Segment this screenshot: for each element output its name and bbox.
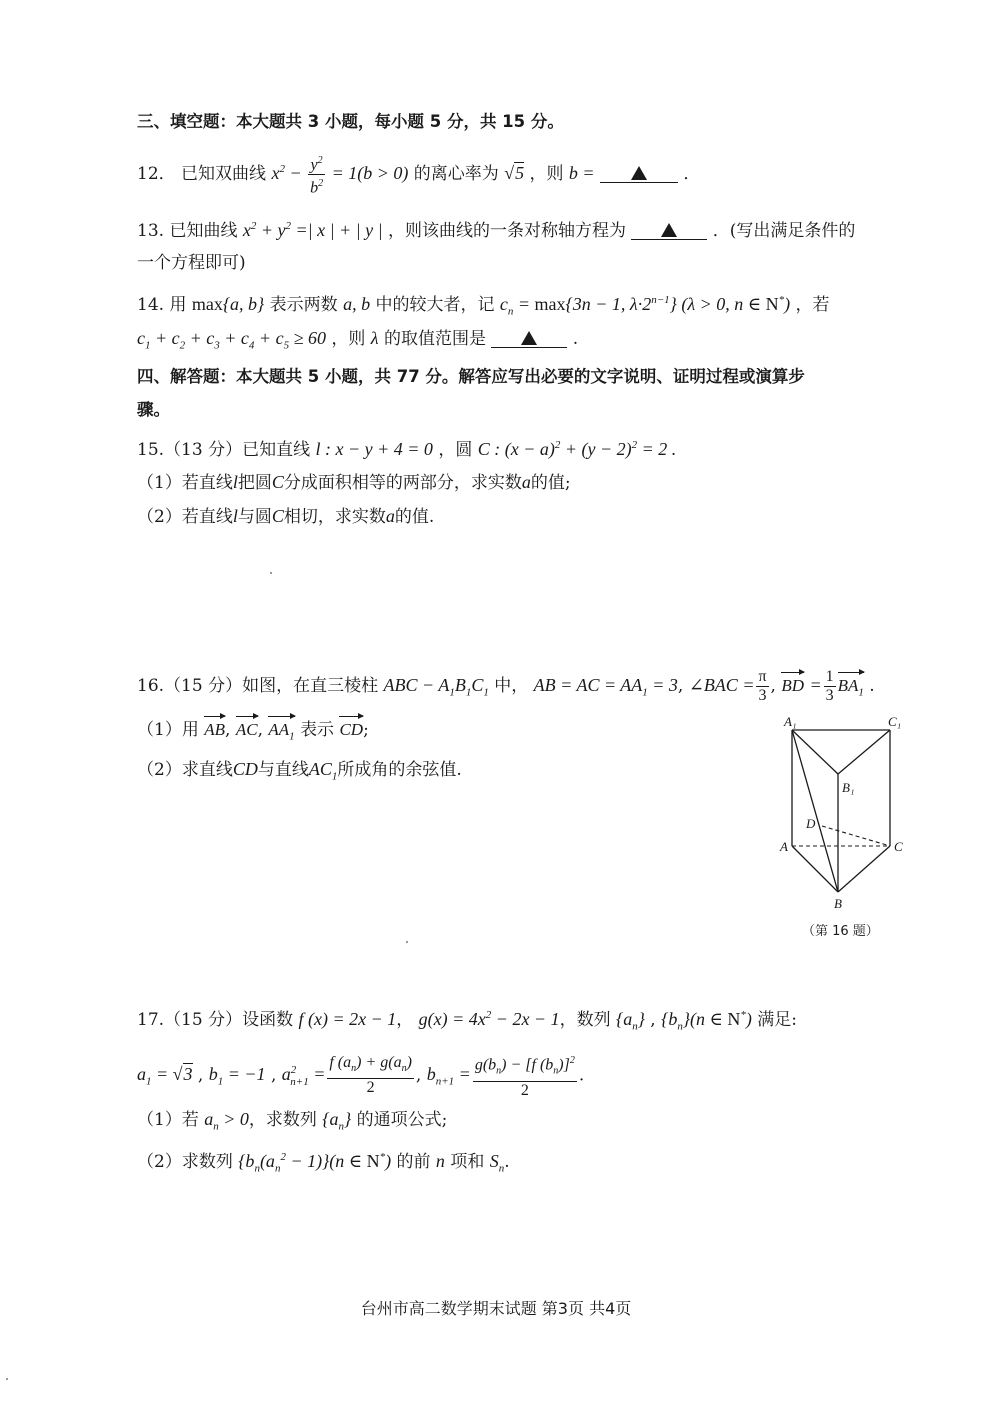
q17-part2-seq: $\{b_n(a_n^2 - 1)\}(n$ ∈ N*) xyxy=(238,1151,392,1175)
q15-part1-l: l xyxy=(232,472,238,492)
q17-part-1 xyxy=(137,1107,447,1139)
q16-one-third: $\frac{1}{3}$ xyxy=(825,668,834,704)
q16-vec-ab: AB xyxy=(204,718,225,742)
q17-part1-a: （1）若 xyxy=(137,1110,199,1130)
q12-text-c: ，则 xyxy=(529,163,564,184)
q15-part1-d: 的值; xyxy=(530,473,571,493)
q17-text-d: 满足: xyxy=(757,1010,797,1030)
q15-part-2 xyxy=(137,504,434,529)
q17-part2-a: （2）求数列 xyxy=(137,1152,233,1172)
q17-part2-b: 的前 xyxy=(396,1152,431,1172)
section-4-heading-line-1: 四、解答题：本大题共 5 小题，共 77 分。解答应写出必要的文字说明、证明过程或演算步 xyxy=(137,367,805,386)
q15-part2-d: 的值. xyxy=(394,507,435,527)
q16-part2-c: 所成角的余弦值. xyxy=(337,760,462,780)
q12-hyperbola-eq: $x^2$ − $\frac{y^2}{b^2}$ = 1(b > 0) xyxy=(271,163,408,183)
q16-vec-cd: CD xyxy=(339,718,363,742)
triangle-icon xyxy=(631,166,647,180)
q13-curve-eq: $x^2 + y^2$ =| x | + | y | xyxy=(242,220,383,240)
question-17: 17.（15 分）设函数 f (x) = 2x − 1， $g(x) = 4x^2 - 2x - 1$，数列 $\{a_n\}$ , $\{b_n\}(n$ ∈ N*) 满足: xyxy=(137,1009,797,1033)
q16-score: （15 分） xyxy=(164,676,243,696)
q17-text-a: 设函数 xyxy=(242,1010,294,1030)
q13-answer-blank[interactable] xyxy=(631,219,707,240)
q12-answer-blank[interactable] xyxy=(600,162,678,183)
q12-text-b: 的离心率为 xyxy=(413,163,499,184)
q16-prism: ABC − $A_1B_1C_1$ xyxy=(383,675,489,699)
figure-caption: （第 16 题） xyxy=(802,924,879,939)
q13-text-c: ．(写出满足条件的 xyxy=(712,221,856,241)
q12-b-eq: b = xyxy=(568,162,595,183)
q14-sum-ineq: $c_1 + c_2 + c_3 + c_4 + c_5 \ge 60$ xyxy=(137,328,326,352)
q16-ac1: $AC_1$ xyxy=(308,759,338,783)
question-14 xyxy=(137,288,830,324)
q15-part2-l: l xyxy=(232,506,238,526)
label-a: A xyxy=(780,839,788,854)
q14-lambda: λ xyxy=(370,328,379,348)
q13-number: 13. xyxy=(137,221,165,241)
q16-text-a: 如图，在直三棱柱 xyxy=(242,676,379,696)
q14-ab: a, b xyxy=(343,294,371,314)
q14-cn-def: $c_n = \max\{3n - 1$, $\lambda\cdot 2^{n-1}$} (λ > 0, n ∈ N*) xyxy=(499,294,791,318)
q17-f-def: f (x) = 2x − 1 xyxy=(298,1009,397,1029)
question-14-line-2 xyxy=(137,326,578,358)
q15-part2-c-text: 相切，求实数 xyxy=(283,507,386,527)
q15-line-eq: l : x − y + 4 = 0 xyxy=(315,439,433,459)
q16-part2-a: （2）求直线 xyxy=(137,760,233,780)
scan-speck xyxy=(406,941,408,943)
q17-part2-d: . xyxy=(504,1152,510,1172)
q17-an-positive: $a_n > 0$ xyxy=(204,1109,249,1133)
label-c: C xyxy=(894,839,903,854)
q14-max-ab: max{a, b} xyxy=(191,294,265,314)
q12-number: 12． xyxy=(137,163,176,184)
q15-part1-c: C xyxy=(271,472,284,492)
q16-vec-aa1: $AA_1$ xyxy=(268,718,294,748)
q17-number: 17. xyxy=(137,1010,165,1030)
q15-text-b: ，圆 xyxy=(438,440,473,460)
q17-n: n xyxy=(435,1151,445,1171)
q17-bn1-frac: $\frac{g(b_n) - [f (b_n)]^2}{2}$ xyxy=(473,1052,577,1100)
q15-part2-a-var: a xyxy=(385,506,395,526)
label-a1: A₁ xyxy=(784,714,797,729)
q17-text-c: ，数列 xyxy=(559,1010,611,1030)
q17-text-b: ， xyxy=(396,1010,414,1030)
question-16: 16.（15 分）如图，在直三棱柱 ABC − $A_1B_1C_1$ 中， AB = AC = $AA_1 = 3$, ∠BAC = $\frac{\pi}{3}$ , BD = $\frac{1}{3}$ $BA_1$ . xyxy=(137,668,875,704)
q12-sqrt5: √5 xyxy=(504,162,525,183)
q15-part1-c-text: 分成面积相等的两部分，求实数 xyxy=(283,473,522,493)
q17-recurrence: $a_1 = √3$ , $b_1 = -1$ , $a^2_{n+1}$ = $\frac{f (a_n) + g(a_n)}{2}$ , $b_{n+1}$ = $\frac{g(b_n) - [f (b_n)]^2}{2}$ . xyxy=(137,1052,584,1100)
q14-text-b: 表示两数 xyxy=(269,295,338,315)
q17-an1-frac: $\frac{f (a_n) + g(a_n)}{2}$ xyxy=(329,1054,412,1097)
q16-vec-ba1: $BA_1$ xyxy=(838,674,864,704)
q16-part-2 xyxy=(137,757,462,789)
q14-text-g: . xyxy=(572,329,579,349)
label-b: B xyxy=(834,896,842,911)
section-4-heading-line-2: 骤。 xyxy=(137,400,170,419)
q15-part1-b: 把圆 xyxy=(237,473,272,493)
q15-part-1 xyxy=(137,470,571,495)
q14-text-c: 中的较大者，记 xyxy=(375,295,495,315)
q15-part1-a: （1）若直线 xyxy=(137,473,233,493)
q17-part2-c: 项和 xyxy=(450,1152,485,1172)
scan-speck xyxy=(270,572,272,574)
scan-speck xyxy=(6,1378,8,1380)
q15-text-a: 已知直线 xyxy=(242,440,311,460)
q13-text-b: ，则该曲线的一条对称轴方程为 xyxy=(387,221,626,241)
q14-text-d: ，若 xyxy=(795,295,830,315)
q16-part1-a: （1）用 xyxy=(137,720,199,740)
q14-answer-blank[interactable] xyxy=(491,327,567,348)
q17-a1: $a_1 = √3$ xyxy=(137,1064,193,1088)
q15-part2-a: （2）若直线 xyxy=(137,507,233,527)
q17-part1-b: ，求数列 xyxy=(248,1110,317,1130)
q16-vec-ac: AC xyxy=(236,718,258,742)
q16-part-1: （1）用 AB, AC, $AA_1$ 表示 CD; xyxy=(137,718,369,748)
q17-g-def: $g(x) = 4x^2 - 2x - 1$ xyxy=(418,1009,560,1029)
q17-bn-seq: $\{b_n\}(n$ ∈ N*) xyxy=(661,1009,752,1033)
q16-text-b: 中， xyxy=(494,676,529,696)
q12-text-a: 已知双曲线 xyxy=(181,163,272,184)
q16-number: 16. xyxy=(137,676,165,696)
triangle-icon xyxy=(521,331,537,345)
q12-text-d: ． xyxy=(683,163,701,184)
section-3-heading: 三、填空题：本大题共 3 小题，每小题 5 分，共 15 分。 xyxy=(137,112,564,131)
q13-text-a: 已知曲线 xyxy=(169,221,243,241)
q17-bn1: $b_{n+1}$ = xyxy=(426,1064,471,1088)
q15-circle-eq: C : $(x - a)^2 + (y - 2)^2 = 2$ . xyxy=(477,439,677,459)
label-b1: B₁ xyxy=(842,780,855,795)
page-footer: 台州市高二数学期末试题 第3页 共4页 xyxy=(360,1299,632,1318)
q17-an-seq: $\{a_n\}$ xyxy=(616,1009,645,1033)
question-15 xyxy=(137,433,676,462)
q17-sn: $S_n$ xyxy=(489,1151,505,1175)
q16-part1-b: 表示 xyxy=(300,720,335,740)
q15-score: （13 分） xyxy=(164,440,243,460)
q14-number: 14. xyxy=(137,295,165,315)
q16-lengths: AB = AC = $AA_1 = 3$ xyxy=(533,675,678,699)
q16-part2-b: 与直线 xyxy=(257,760,309,780)
q16-cd: CD xyxy=(232,759,258,779)
label-d: D xyxy=(806,816,816,831)
q16-vec-bd: BD xyxy=(781,674,804,698)
triangle-icon xyxy=(661,223,677,237)
q13-line-2: 一个方程即可) xyxy=(137,253,246,273)
q17-b1: $b_1 = -1$ xyxy=(208,1064,266,1088)
q14-text-f: 的取值范围是 xyxy=(383,329,486,349)
label-c1: C₁ xyxy=(888,714,902,729)
q17-part-2 xyxy=(137,1145,510,1181)
question-12 xyxy=(137,152,700,198)
q14-text-a: 用 xyxy=(169,295,187,315)
q14-text-e: ，则 xyxy=(331,329,366,349)
q15-part1-a-var: a xyxy=(521,472,531,492)
q15-number: 15. xyxy=(137,440,165,460)
q17-score: （15 分） xyxy=(164,1010,243,1030)
prism-figure xyxy=(770,712,920,948)
q16-pi-over-3: $\frac{\pi}{3}$ xyxy=(758,668,767,704)
q15-part2-b: 与圆 xyxy=(237,507,272,527)
q17-part1-c: 的通项公式; xyxy=(356,1110,448,1130)
q16-angle: ∠BAC = xyxy=(688,675,755,695)
question-13 xyxy=(137,214,855,243)
q15-part2-c: C xyxy=(271,506,284,526)
q17-part1-seq: $\{a_n\}$ xyxy=(322,1109,352,1133)
q17-an1: $a^2_{n+1}$ = xyxy=(281,1064,326,1088)
